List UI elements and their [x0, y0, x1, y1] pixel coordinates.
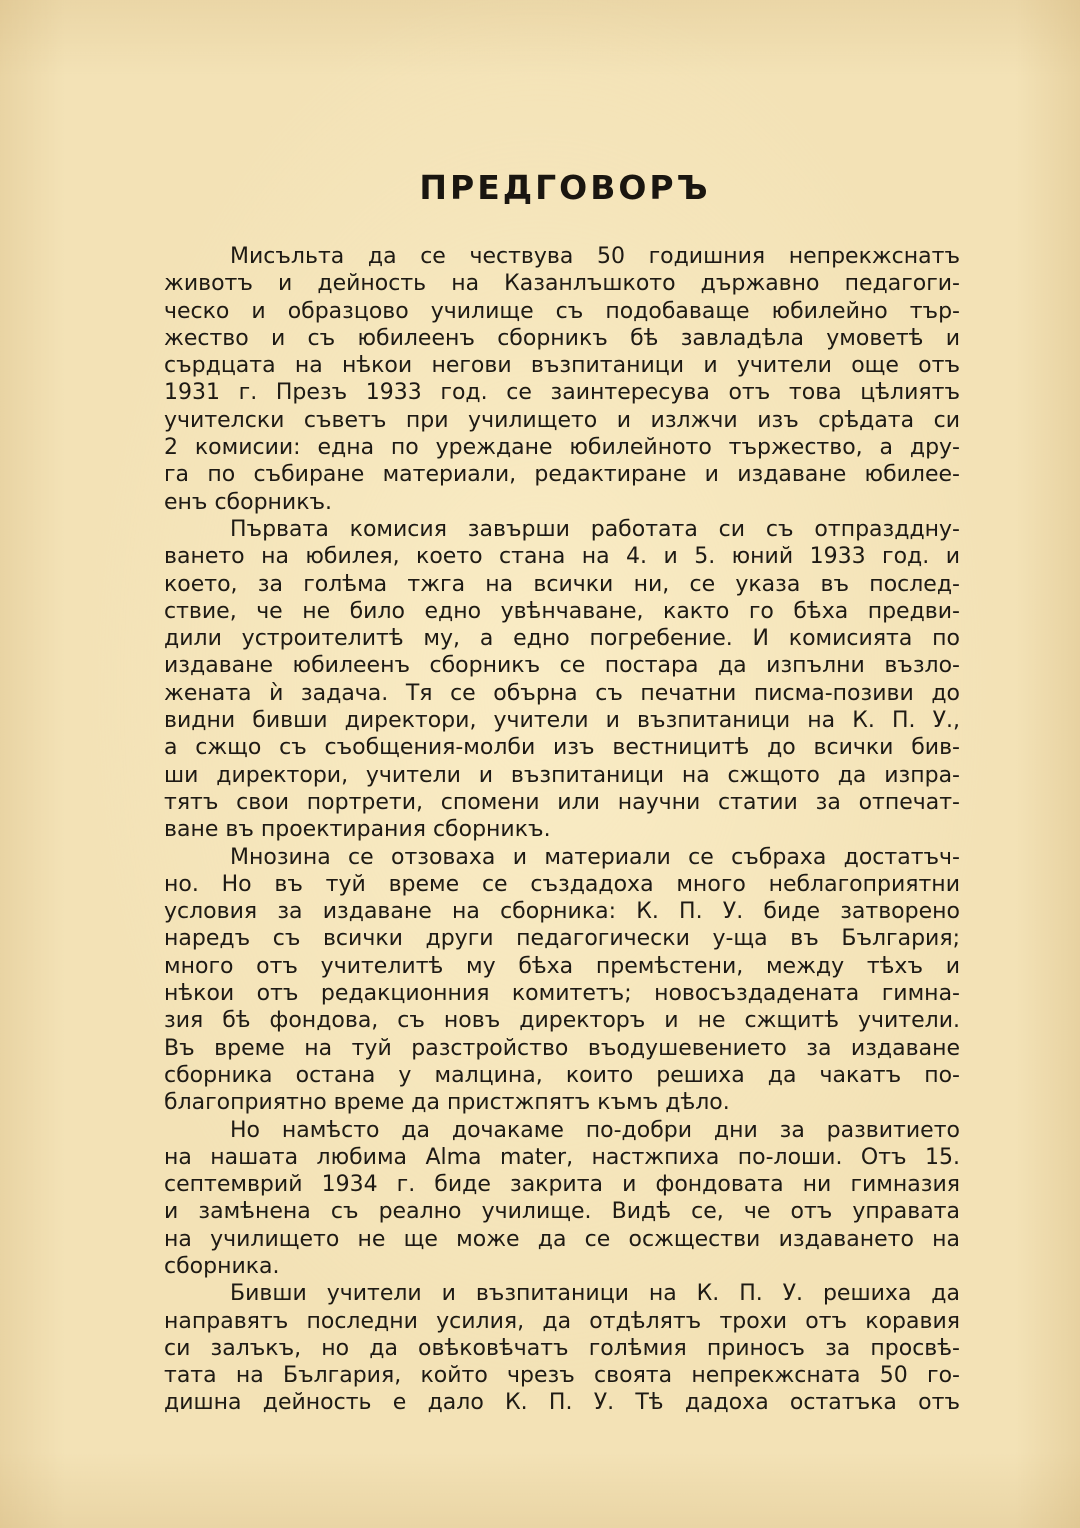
text-line: 1931 г. Презъ 1933 год. се заинтересува отъ това цѣлиятъ	[164, 380, 960, 406]
text-line: дишна дейность е дало К. П. У. Тѣ дадоха остатъка отъ	[164, 1390, 960, 1416]
text-line: ческо и образцово училище съ подобаваще юбилейно тър-	[164, 298, 960, 324]
text-line: зия бѣ фондова, съ новъ директоръ и не сжщитѣ учители.	[164, 1008, 960, 1034]
text-line: нѣкои отъ редакционния комитетъ; новосъздадената гимна-	[164, 981, 960, 1007]
text-line: направятъ последни усилия, да отдѣлятъ трохи отъ коравия	[164, 1308, 960, 1334]
paragraph-1	[164, 243, 960, 516]
page-title: ПРЕДГОВОРЪ	[419, 168, 711, 207]
text-line: енъ сборникъ.	[164, 489, 333, 515]
text-line: издаване юбилеенъ сборникъ се постара да изпълни възло-	[164, 653, 960, 679]
text-line: а сжщо съ съобщения-молби изъ вестницитѣ до всички бив-	[164, 735, 960, 761]
text-line: Бивши учители и възпитаници на К. П. У. решиха да	[230, 1281, 960, 1307]
text-line: наредъ съ всички други педагогически у-ща въ България;	[164, 926, 960, 952]
text-line: учителски съветъ при училището и излжчи изъ срѣдата си	[164, 407, 960, 433]
text-line: видни бивши директори, учители и възпитаници на К. П. У.,	[164, 708, 960, 734]
text-line: га по събиране материали, редактиране и издаване юбилее-	[164, 462, 960, 488]
text-line: сборника.	[164, 1253, 280, 1279]
text-line: тятъ свои портрети, спомени или научни статии за отпечат-	[164, 789, 960, 815]
text-line: жество и съ юбилеенъ сборникъ бѣ завладѣла умоветѣ и	[164, 325, 960, 351]
text-line: ствие, че не било едно увѣнчаване, както го бѣха предви-	[164, 598, 960, 624]
text-line: дили устроителитѣ му, а едно погребение. И комисията по	[164, 626, 960, 652]
text-line: 2 комисии: една по уреждане юбилейното тържество, а дру-	[164, 435, 960, 461]
text-line: но. Но въ туй време се създадоха много неблагоприятни	[164, 871, 960, 897]
text-line: сърдцата на нѣкои негови възпитаници и учители още отъ	[164, 353, 960, 379]
text-line: животъ и дейность на Казанлъшкото държавно педагоги-	[164, 271, 960, 297]
text-line: на нашата любима Alma mater, настжпиха по-лоши. Отъ 15.	[164, 1144, 960, 1170]
text-line: което, за голѣма тжга на всички ни, се указа въ послед-	[164, 571, 960, 597]
paragraph-4	[164, 1117, 960, 1281]
text-line: на училището не ще може да се осжществи издаването на	[164, 1226, 960, 1252]
text-line: сборника остана у малцина, които решиха да чакатъ по-	[164, 1062, 960, 1088]
text-line: ване въ проектирания сборникъ.	[164, 817, 551, 843]
paragraph-5	[164, 1280, 960, 1416]
text-line: тата на България, който чрезъ своята непрекжсната 50 го-	[164, 1363, 960, 1389]
paragraph-2	[164, 516, 960, 844]
text-line: септемврий 1934 г. биде закрита и фондовата ни гимназия	[164, 1172, 960, 1198]
text-line: си залъкъ, но да овѣковѣчатъ голѣмия приносъ за просвѣ-	[164, 1335, 960, 1361]
text-line: Първата комисия завърши работата си съ отпразддну-	[230, 516, 960, 542]
text-line: жената ѝ задача. Тя се обърна съ печатни писма-позиви до	[164, 680, 960, 706]
text-line: ването на юбилея, което стана на 4. и 5. юний 1933 год. и	[164, 544, 960, 570]
paragraph-3	[164, 844, 960, 1117]
text-line: Мисъльта да се чествува 50 годишния непрекжснатъ	[230, 244, 960, 269]
body-text	[164, 243, 960, 1417]
text-line: Въ време на туй разстройство въодушевението за издаване	[164, 1035, 960, 1061]
text-line: условия за издаване на сборника: К. П. У. биде затворено	[164, 899, 960, 925]
text-line: много отъ учителитѣ му бѣха премѣстени, между тѣхъ и	[164, 953, 960, 979]
text-line: благоприятно време да пристжпятъ къмъ дѣло.	[164, 1090, 730, 1116]
text-line: Мнозина се отзоваха и материали се събраха достатъч-	[230, 844, 960, 870]
text-line: и замѣнена съ реално училище. Видѣ се, че отъ управата	[164, 1199, 960, 1225]
text-line: ши директори, учители и възпитаници на сжщото да изпра-	[164, 762, 960, 788]
text-line: Но намѣсто да дочакаме по-добри дни за развитието	[230, 1117, 960, 1143]
